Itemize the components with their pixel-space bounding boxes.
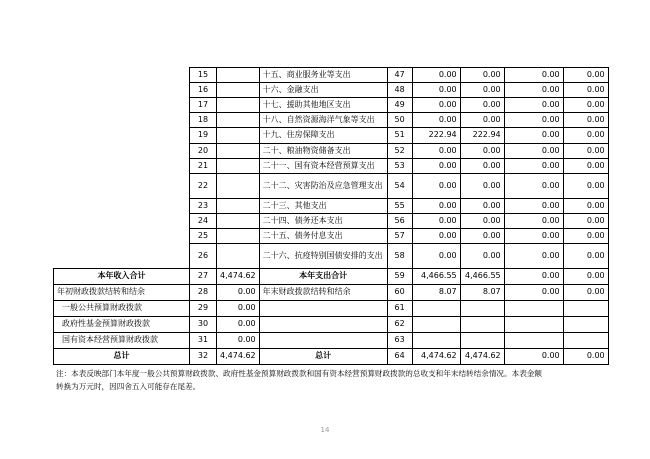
expense-fund-budget: 0.00 [504, 98, 563, 113]
income-row-number: 29 [190, 301, 217, 317]
income-amount-cell-empty [217, 83, 260, 98]
expense-total: 222.94 [412, 128, 460, 144]
expense-row-number: 59 [387, 269, 412, 285]
expense-row-number: 51 [387, 128, 412, 144]
expense-public-budget-empty [460, 301, 504, 317]
table-row [54, 285, 609, 301]
expense-state-capital: 0.00 [563, 113, 608, 128]
income-row-number: 16 [190, 83, 217, 98]
expense-total: 0.00 [412, 68, 460, 83]
income-label-cell-empty [54, 68, 190, 83]
income-amount-cell-empty [217, 144, 260, 159]
expense-total: 0.00 [412, 244, 460, 269]
expense-state-capital: 0.00 [563, 68, 608, 83]
income-item-label: 一般公共预算财政拨款 [54, 301, 190, 317]
expense-fund-budget: 0.00 [504, 199, 563, 214]
expense-row-number: 52 [387, 144, 412, 159]
expense-public-budget: 8.07 [460, 285, 504, 301]
income-row-number: 21 [190, 159, 217, 174]
income-row-number: 25 [190, 229, 217, 244]
income-amount-cell-empty [217, 214, 260, 229]
expense-item-label: 十八、自然资源海洋气象等支出 [259, 113, 387, 128]
income-amount-cell-empty [217, 229, 260, 244]
expense-public-budget: 0.00 [460, 244, 504, 269]
income-label-cell-empty [54, 159, 190, 174]
expense-row-number: 49 [387, 98, 412, 113]
income-label-cell-empty [54, 199, 190, 214]
table-footnote [56, 367, 616, 393]
expense-total-empty [412, 317, 460, 333]
income-amount: 0.00 [217, 333, 260, 349]
income-label-cell-empty [54, 244, 190, 269]
income-row-number: 30 [190, 317, 217, 333]
expense-state-capital: 0.00 [563, 244, 608, 269]
expense-item-label: 二十、粮油物资储备支出 [259, 144, 387, 159]
page-number: 14 [320, 426, 330, 434]
table-row [54, 113, 609, 128]
expense-row-number: 54 [387, 174, 412, 199]
income-item-label: 本年收入合计 [54, 269, 190, 285]
table-row [54, 98, 609, 113]
table-row [54, 199, 609, 214]
expense-item-empty [259, 301, 387, 317]
expense-fund-budget: 0.00 [504, 229, 563, 244]
income-row-number: 15 [190, 68, 217, 83]
table-row [54, 229, 609, 244]
expense-public-budget: 0.00 [460, 144, 504, 159]
expense-fund-budget-empty [504, 301, 563, 317]
expense-public-budget: 0.00 [460, 98, 504, 113]
table-row [54, 301, 609, 317]
expense-row-number: 58 [387, 244, 412, 269]
expense-item-label: 十七、援助其他地区支出 [259, 98, 387, 113]
expense-state-capital: 0.00 [563, 98, 608, 113]
expense-total: 0.00 [412, 113, 460, 128]
income-label-cell-empty [54, 229, 190, 244]
footnote-line-1: 注：本表反映部门本年度一般公共预算财政拨款、政府性基金预算财政拨款和国有资本经营预算财政拨款的总收支和年末结转结余情况。本表金额 [56, 369, 542, 378]
expense-row-number: 48 [387, 83, 412, 98]
income-item-label: 政府性基金预算财政拨款 [54, 317, 190, 333]
expense-row-number: 50 [387, 113, 412, 128]
expense-state-capital: 0.00 [563, 144, 608, 159]
expense-item-label: 二十五、债务付息支出 [259, 229, 387, 244]
expense-state-capital: 0.00 [563, 349, 608, 365]
expense-public-budget: 0.00 [460, 113, 504, 128]
table-row [54, 159, 609, 174]
expense-row-number: 57 [387, 229, 412, 244]
income-label-cell-empty [54, 144, 190, 159]
income-item-label: 总计 [54, 349, 190, 365]
income-row-number: 17 [190, 98, 217, 113]
expense-total: 0.00 [412, 229, 460, 244]
income-amount: 0.00 [217, 301, 260, 317]
income-row-number: 19 [190, 128, 217, 144]
expense-total: 0.00 [412, 98, 460, 113]
expense-item-label: 年末财政拨款结转和结余 [259, 285, 387, 301]
expense-item-label: 本年支出合计 [259, 269, 387, 285]
expense-row-number: 64 [387, 349, 412, 365]
expense-item-label: 二十三、其他支出 [259, 199, 387, 214]
expense-row-number: 56 [387, 214, 412, 229]
expense-state-capital-empty [563, 301, 608, 317]
income-label-cell-empty [54, 83, 190, 98]
income-row-number: 22 [190, 174, 217, 199]
income-row-number: 24 [190, 214, 217, 229]
expense-public-budget: 0.00 [460, 83, 504, 98]
expense-state-capital: 0.00 [563, 199, 608, 214]
expense-row-number: 63 [387, 333, 412, 349]
table-row [54, 333, 609, 349]
table-row [54, 244, 609, 269]
expense-row-number: 62 [387, 317, 412, 333]
expense-total: 0.00 [412, 214, 460, 229]
expense-public-budget: 0.00 [460, 159, 504, 174]
expense-state-capital: 0.00 [563, 285, 608, 301]
expense-state-capital: 0.00 [563, 128, 608, 144]
income-amount-cell-empty [217, 174, 260, 199]
expense-total: 0.00 [412, 144, 460, 159]
expense-item-label: 二十二、灾害防治及应急管理支出 [259, 174, 387, 199]
expense-public-budget: 0.00 [460, 229, 504, 244]
income-amount-cell-empty [217, 68, 260, 83]
expense-row-number: 47 [387, 68, 412, 83]
income-amount-cell-empty [217, 199, 260, 214]
income-item-label: 年初财政拨款结转和结余 [54, 285, 190, 301]
table-row [54, 269, 609, 285]
expense-item-label: 总计 [259, 349, 387, 365]
expense-fund-budget: 0.00 [504, 113, 563, 128]
income-row-number: 31 [190, 333, 217, 349]
expense-total: 4,474.62 [412, 349, 460, 365]
expense-total: 4,466.55 [412, 269, 460, 285]
income-row-number: 23 [190, 199, 217, 214]
income-row-number: 32 [190, 349, 217, 365]
footnote-line-2: 转换为万元时，因四舍五入可能存在尾差。 [56, 382, 201, 391]
income-amount: 0.00 [217, 317, 260, 333]
expense-public-budget: 0.00 [460, 214, 504, 229]
income-row-number: 18 [190, 113, 217, 128]
table-row [54, 128, 609, 144]
income-item-label: 国有资本经营预算财政拨款 [54, 333, 190, 349]
expense-item-empty [259, 317, 387, 333]
expense-state-capital: 0.00 [563, 83, 608, 98]
expense-state-capital: 0.00 [563, 214, 608, 229]
income-row-number: 27 [190, 269, 217, 285]
expense-item-label: 二十一、国有资本经营预算支出 [259, 159, 387, 174]
expense-public-budget-empty [460, 333, 504, 349]
income-label-cell-empty [54, 214, 190, 229]
expense-public-budget: 0.00 [460, 68, 504, 83]
expense-total: 0.00 [412, 83, 460, 98]
expense-public-budget: 4,466.55 [460, 269, 504, 285]
table-row [54, 349, 609, 365]
expense-public-budget: 0.00 [460, 174, 504, 199]
expense-row-number: 53 [387, 159, 412, 174]
expense-total: 0.00 [412, 199, 460, 214]
income-amount-cell-empty [217, 244, 260, 269]
fiscal-appropriation-table [53, 67, 609, 365]
income-row-number: 20 [190, 144, 217, 159]
expense-item-label: 十五、商业服务业等支出 [259, 68, 387, 83]
expense-state-capital-empty [563, 317, 608, 333]
expense-fund-budget: 0.00 [504, 269, 563, 285]
income-row-number: 26 [190, 244, 217, 269]
table-row [54, 214, 609, 229]
expense-item-empty [259, 333, 387, 349]
expense-public-budget: 222.94 [460, 128, 504, 144]
expense-item-label: 十九、住房保障支出 [259, 128, 387, 144]
income-amount-cell-empty [217, 113, 260, 128]
expense-item-label: 十六、金融支出 [259, 83, 387, 98]
expense-state-capital: 0.00 [563, 159, 608, 174]
expense-public-budget: 4,474.62 [460, 349, 504, 365]
expense-total-empty [412, 333, 460, 349]
income-label-cell-empty [54, 174, 190, 199]
table-row [54, 68, 609, 83]
expense-fund-budget: 0.00 [504, 174, 563, 199]
table-row [54, 144, 609, 159]
expense-fund-budget: 0.00 [504, 214, 563, 229]
expense-total-empty [412, 301, 460, 317]
expense-public-budget: 0.00 [460, 199, 504, 214]
income-amount: 4,474.62 [217, 349, 260, 365]
expense-public-budget-empty [460, 317, 504, 333]
expense-fund-budget: 0.00 [504, 159, 563, 174]
table-row [54, 83, 609, 98]
income-label-cell-empty [54, 113, 190, 128]
expense-fund-budget: 0.00 [504, 83, 563, 98]
expense-fund-budget: 0.00 [504, 244, 563, 269]
income-label-cell-empty [54, 98, 190, 113]
income-amount: 0.00 [217, 285, 260, 301]
expense-state-capital: 0.00 [563, 229, 608, 244]
expense-item-label: 二十六、抗疫特别国债安排的支出 [259, 244, 387, 269]
expense-fund-budget: 0.00 [504, 68, 563, 83]
expense-fund-budget: 0.00 [504, 128, 563, 144]
income-row-number: 28 [190, 285, 217, 301]
expense-row-number: 61 [387, 301, 412, 317]
income-label-cell-empty [54, 128, 190, 144]
expense-total: 8.07 [412, 285, 460, 301]
expense-fund-budget: 0.00 [504, 144, 563, 159]
expense-state-capital: 0.00 [563, 269, 608, 285]
expense-row-number: 55 [387, 199, 412, 214]
table-row [54, 317, 609, 333]
expense-fund-budget: 0.00 [504, 285, 563, 301]
table-row [54, 174, 609, 199]
expense-total: 0.00 [412, 174, 460, 199]
income-amount-cell-empty [217, 128, 260, 144]
income-amount: 4,474.62 [217, 269, 260, 285]
expense-fund-budget: 0.00 [504, 349, 563, 365]
expense-state-capital: 0.00 [563, 174, 608, 199]
expense-row-number: 60 [387, 285, 412, 301]
expense-state-capital-empty [563, 333, 608, 349]
expense-fund-budget-empty [504, 317, 563, 333]
income-amount-cell-empty [217, 98, 260, 113]
expense-total: 0.00 [412, 159, 460, 174]
expense-item-label: 二十四、债务还本支出 [259, 214, 387, 229]
income-amount-cell-empty [217, 159, 260, 174]
expense-fund-budget-empty [504, 333, 563, 349]
